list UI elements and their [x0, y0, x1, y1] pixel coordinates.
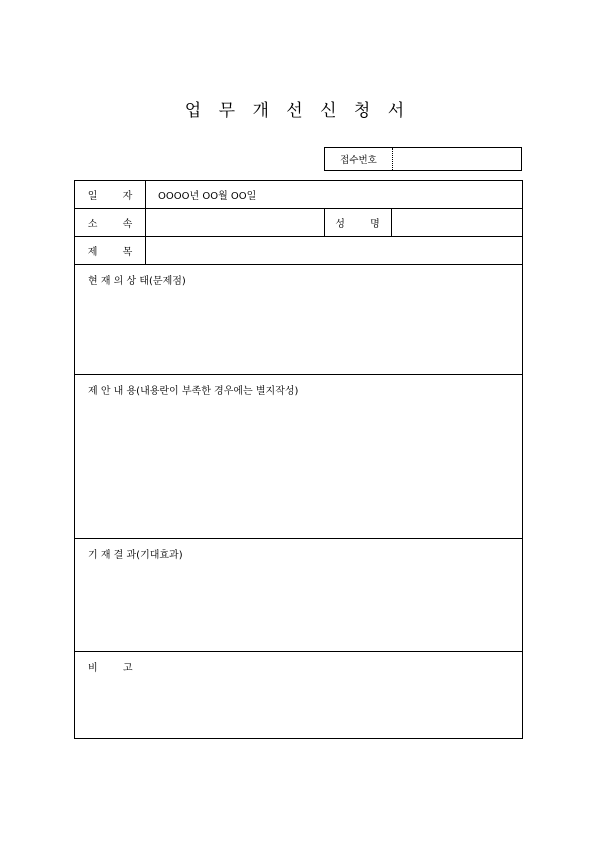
date-label: 일 자	[87, 191, 133, 202]
remarks-section[interactable]	[75, 652, 522, 738]
subject-label: 제 목	[87, 247, 133, 258]
remarks-label: 비 고	[88, 663, 133, 674]
current-state-label: 현 재 의 상 태(문제점)	[88, 276, 186, 287]
department-name-row	[75, 209, 522, 237]
divider	[145, 237, 146, 264]
name-value[interactable]	[392, 209, 522, 236]
receipt-number-field[interactable]	[393, 148, 521, 170]
expected-result-section[interactable]	[75, 539, 522, 652]
receipt-number-box	[324, 147, 522, 171]
divider	[145, 181, 146, 208]
receipt-number-label: 접수번호	[325, 148, 393, 170]
department-label: 소 속	[87, 219, 133, 230]
subject-value[interactable]	[158, 237, 518, 264]
date-value[interactable]: OOOO년 OO월 OO일	[158, 191, 257, 202]
expected-result-label: 기 재 결 과(기대효과)	[88, 550, 183, 561]
department-value[interactable]	[146, 209, 324, 236]
proposal-section[interactable]	[75, 375, 522, 539]
form-title: 업 무 개 선 신 청 서	[184, 101, 411, 121]
current-state-section[interactable]	[75, 265, 522, 375]
application-form-table	[74, 180, 523, 739]
name-label: 성 명	[335, 219, 380, 230]
subject-row	[75, 237, 522, 265]
proposal-label: 제 안 내 용(내용란이 부족한 경우에는 별지작성)	[88, 386, 299, 397]
date-row	[75, 181, 522, 209]
